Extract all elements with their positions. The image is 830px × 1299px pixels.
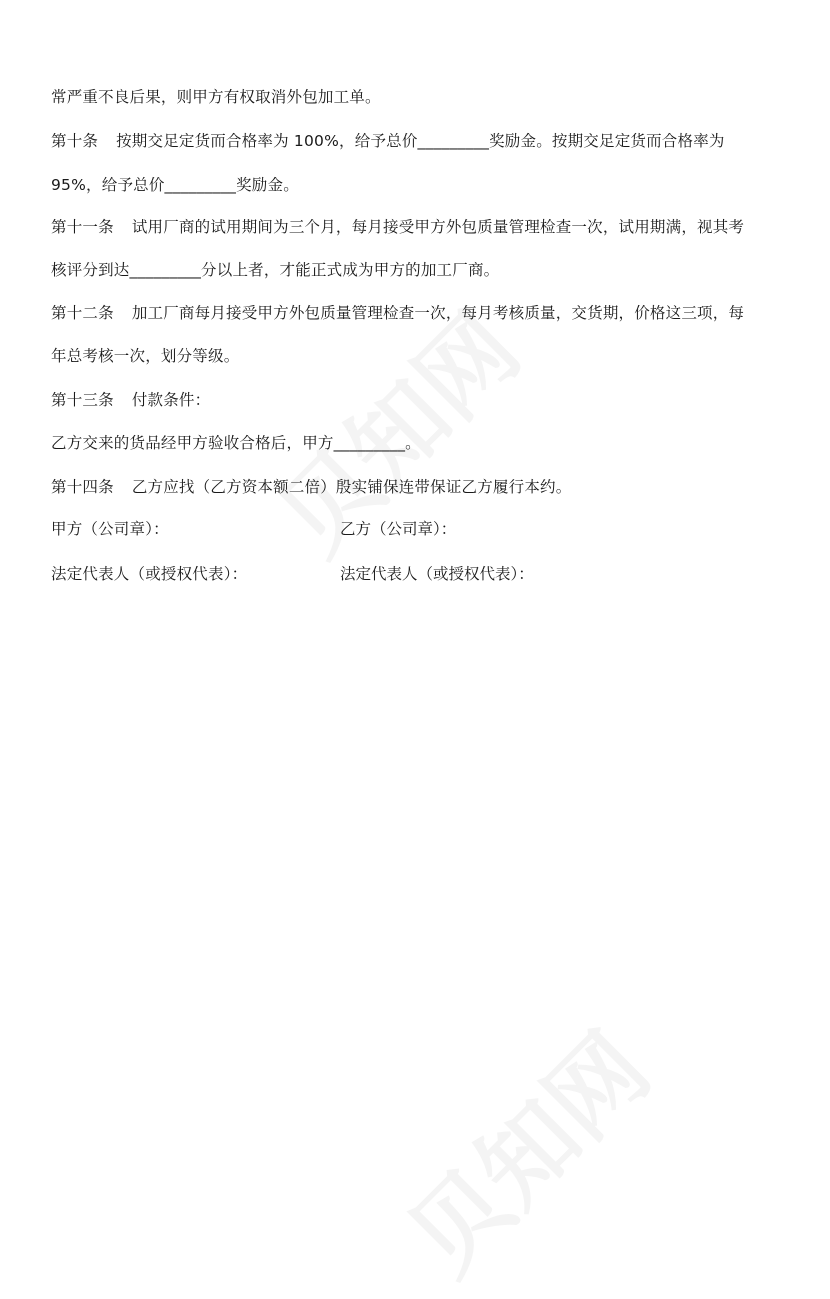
article-number: 第十三条: [51, 391, 114, 409]
article-10-line-2: 95%，给予总价_________奖励金。: [51, 176, 299, 194]
party-b-seal-label: 乙方（公司章）：: [340, 520, 457, 538]
article-text: 按期交足定货而合格率为 100%，给予总价_________奖励金。按期交足定货而合格率为: [116, 132, 725, 150]
watermark: [374, 998, 675, 1299]
article-11-line-1: [51, 216, 781, 238]
article-12-line-1: [51, 302, 781, 324]
article-number: 第十四条: [51, 478, 114, 496]
article-text: 加工厂商每月接受甲方外包质量管理检查一次，每月考核质量，交货期，价格这三项，每: [131, 304, 745, 322]
article-13-line-1: [51, 389, 781, 411]
article-text: 试用厂商的试用期间为三个月，每月接受甲方外包质量管理检查一次，试用期满，视其考: [131, 218, 745, 236]
article-text: 乙方应找（乙方资本额二倍）殷实铺保连带保证乙方履行本约。: [131, 478, 572, 496]
article-text: 付款条件：: [131, 391, 211, 409]
party-a-seal-label: 甲方（公司章）：: [51, 520, 169, 538]
party-b-rep-label: 法定代表人（或授权代表）：: [340, 565, 534, 583]
article-10-line-1: [51, 130, 781, 152]
party-a-rep-label: 法定代表人（或授权代表）：: [51, 565, 248, 583]
article-13-line-2: 乙方交来的货品经甲方验收合格后，甲方_________。: [51, 434, 421, 452]
paragraph-continuation: 常严重不良后果，则甲方有权取消外包加工单。: [51, 88, 381, 106]
article-12-line-2: 年总考核一次，划分等级。: [51, 347, 240, 365]
article-14-line-1: [51, 476, 781, 498]
article-number: 第十二条: [51, 304, 114, 322]
article-number: 第十条: [51, 132, 99, 150]
article-11-line-2: 核评分到达_________分以上者，才能正式成为甲方的加工厂商。: [51, 261, 500, 279]
article-number: 第十一条: [51, 218, 114, 236]
